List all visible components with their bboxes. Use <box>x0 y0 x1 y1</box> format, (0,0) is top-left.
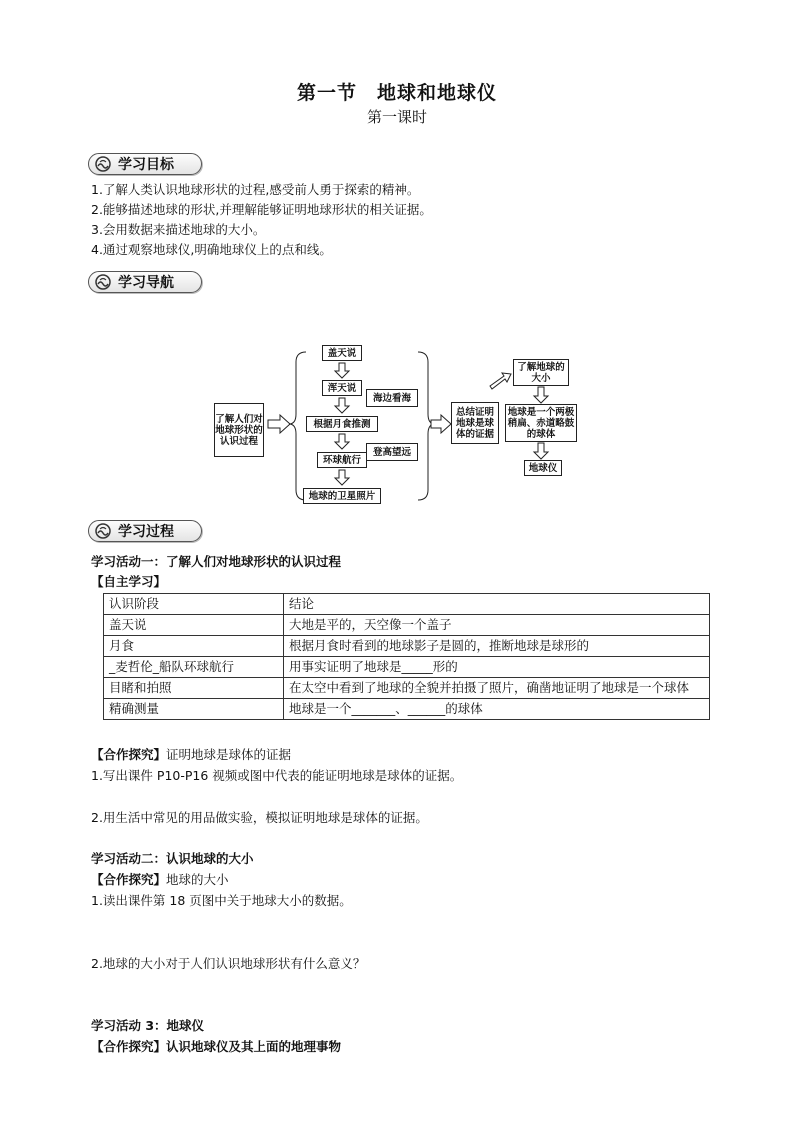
flow-step-box: 盖天说 <box>322 345 362 361</box>
stage-table <box>103 593 710 720</box>
goal-item: 1.了解人类认识地球形状的过程,感受前人勇于探索的精神。 <box>91 182 420 197</box>
question-text: 2.地球的大小对于人们认识地球形状有什么意义？ <box>91 956 366 971</box>
table-row <box>104 615 710 636</box>
coop-line <box>91 870 229 890</box>
table-header-cell: 结论 <box>284 594 710 615</box>
flow-side-box: 海边看海 <box>366 389 418 407</box>
table-cell: 目睹和拍照 <box>104 678 284 699</box>
coop-label: 【合作探究】 <box>91 747 167 762</box>
table-cell: 用事实证明了地球是_____形的 <box>284 657 710 678</box>
activity1-heading: 学习活动一：了解人们对地球形状的认识过程 <box>91 554 342 569</box>
wave-icon <box>93 156 113 172</box>
self-study-label: 【自主学习】 <box>91 574 167 589</box>
question-text: 1.读出课件第 18 页图中关于地球大小的数据。 <box>91 893 352 908</box>
activity2-heading: 学习活动二：认识地球的大小 <box>91 851 254 866</box>
table-row <box>104 678 710 699</box>
goal-item: 3.会用数据来描述地球的大小。 <box>91 222 266 237</box>
table-cell: 盖天说 <box>104 615 284 636</box>
table-cell: 精确测量 <box>104 699 284 720</box>
table-header-cell: 认识阶段 <box>104 594 284 615</box>
coop-text: 证明地球是球体的证据 <box>166 747 292 762</box>
coop-line <box>91 1037 341 1057</box>
table-row <box>104 657 710 678</box>
table-cell: 月食 <box>104 636 284 657</box>
wave-icon <box>93 523 113 539</box>
coop-label: 【合作探究】 <box>91 1039 167 1054</box>
table-cell: 根据月食时看到的地球影子是圆的，推断地球是球形的 <box>284 636 710 657</box>
table-cell: 大地是平的，天空像一个盖子 <box>284 615 710 636</box>
page-title: 第一节 地球和地球仪 <box>296 82 497 104</box>
activity3-heading: 学习活动 3：地球仪 <box>91 1018 205 1033</box>
flow-size-box: 了解地球的大小 <box>513 359 569 386</box>
section-badge-goals <box>88 153 202 175</box>
goal-item: 4.通过观察地球仪,明确地球仪上的点和线。 <box>91 242 332 257</box>
flow-side-box: 登高望远 <box>366 443 418 461</box>
flow-step-box: 地球的卫星照片 <box>303 488 381 504</box>
section-title-goals: 学习目标 <box>118 157 174 173</box>
table-row <box>104 699 710 720</box>
question-text: 2.用生活中常见的用品做实验，模拟证明地球是球体的证据。 <box>91 810 428 825</box>
page-subtitle: 第一课时 <box>366 108 427 126</box>
section-badge-process <box>88 520 202 542</box>
table-cell: 在太空中看到了地球的全貌并拍摄了照片，确凿地证明了地球是一个球体 <box>284 678 710 699</box>
goal-item: 2.能够描述地球的形状,并理解能够证明地球形状的相关证据。 <box>91 202 432 217</box>
table-header-row <box>104 594 710 615</box>
flow-summary-box: 总结证明地球是球体的证据 <box>451 402 499 444</box>
section-badge-nav <box>88 271 202 293</box>
flow-step-box: 环球航行 <box>317 452 367 468</box>
table-row <box>104 636 710 657</box>
coop-label: 【合作探究】 <box>91 872 167 887</box>
flow-shape-box: 地球是一个两极稍扁、赤道略鼓的球体 <box>505 404 577 442</box>
section-title-nav: 学习导航 <box>118 275 174 291</box>
flow-step-box: 根据月食推测 <box>306 416 378 432</box>
section-title-process: 学习过程 <box>118 524 174 540</box>
table-cell: _麦哲伦_船队环球航行 <box>104 657 284 678</box>
coop-text: 地球的大小 <box>166 872 229 887</box>
question-text: 1.写出课件 P10-P16 视频或图中代表的能证明地球是球体的证据。 <box>91 768 463 783</box>
coop-line <box>91 745 291 765</box>
flow-step-box: 浑天说 <box>322 380 362 396</box>
table-cell: 地球是一个_______、______的球体 <box>284 699 710 720</box>
flow-globe-box: 地球仪 <box>524 460 562 476</box>
flow-start-box: 了解人们对地球形状的认识过程 <box>214 403 264 457</box>
coop-text: 认识地球仪及其上面的地理事物 <box>166 1039 342 1054</box>
wave-icon <box>93 274 113 290</box>
